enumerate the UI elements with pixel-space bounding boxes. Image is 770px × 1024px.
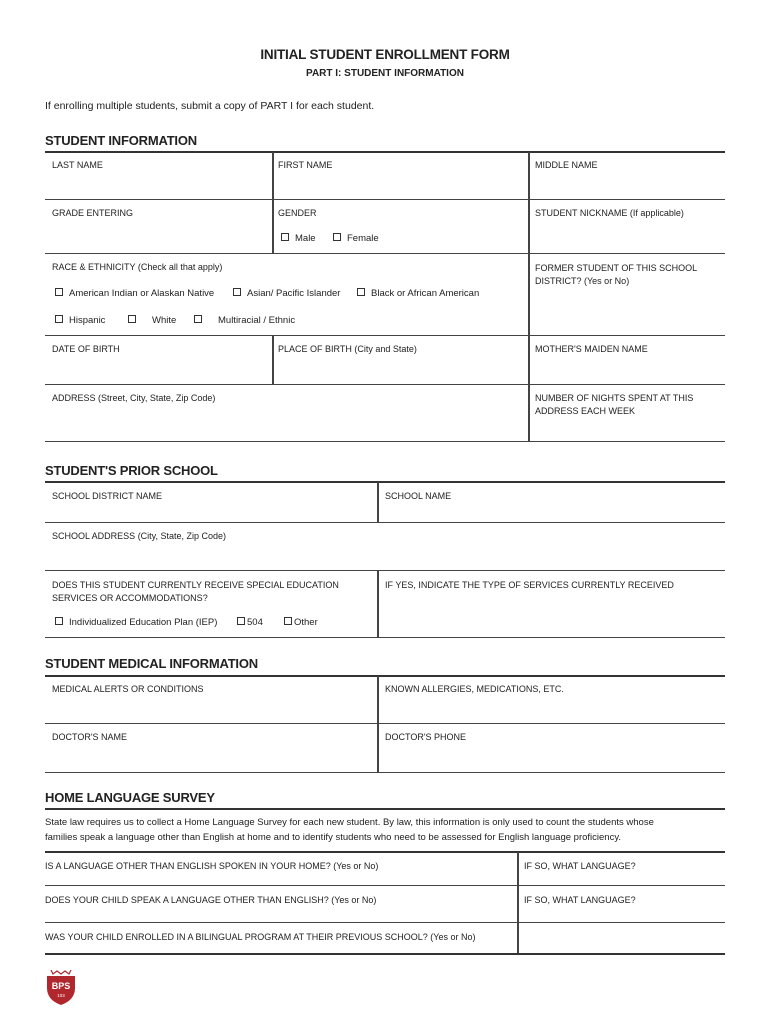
checkbox[interactable]: [237, 617, 245, 625]
gender-female-option[interactable]: Female: [333, 233, 379, 244]
gender-male-option[interactable]: Male: [281, 233, 316, 244]
doctor-name-label: DOCTOR'S NAME: [52, 732, 128, 742]
maiden-name-label: MOTHER'S MAIDEN NAME: [535, 344, 648, 354]
section-rule: [45, 151, 725, 153]
question-child-speaks: DOES YOUR CHILD SPEAK A LANGUAGE OTHER THAN ENGLISH? (Yes or No): [45, 895, 377, 905]
section-heading-language: HOME LANGUAGE SURVEY: [45, 790, 215, 805]
504-option[interactable]: 504: [237, 617, 263, 628]
dob-label: DATE OF BIRTH: [52, 344, 120, 354]
row-rule: [45, 723, 725, 724]
special-ed-label: DOES THIS STUDENT CURRENTLY RECEIVE SPECIAL EDUCATION SERVICES OR ACCOMMODATIONS?: [52, 580, 339, 603]
section-rule: [45, 675, 725, 677]
section-heading-medical: STUDENT MEDICAL INFORMATION: [45, 656, 258, 671]
divider: [377, 482, 379, 522]
row-rule: [45, 335, 725, 336]
divider: [377, 676, 379, 772]
row-rule: [45, 522, 725, 523]
section-rule: [45, 851, 725, 853]
nights-label: NUMBER OF NIGHTS SPENT AT THIS ADDRESS EACH WEEK: [535, 393, 694, 416]
nickname-label: STUDENT NICKNAME (If applicable): [535, 208, 684, 218]
other-option[interactable]: Other: [284, 617, 318, 628]
former-student-label: FORMER STUDENT OF THIS SCHOOL DISTRICT? (Yes or No): [535, 263, 697, 286]
first-name-label: FIRST NAME: [278, 160, 333, 170]
question-language-home: IS A LANGUAGE OTHER THAN ENGLISH SPOKEN IN YOUR HOME? (Yes or No): [45, 861, 379, 871]
divider: [528, 335, 530, 442]
race-option-black[interactable]: Black or African American: [357, 288, 479, 299]
checkbox[interactable]: [55, 617, 63, 625]
doctor-phone-label: DOCTOR'S PHONE: [385, 732, 467, 742]
form-subtitle: PART I: STUDENT INFORMATION: [306, 68, 464, 79]
race-option-hispanic[interactable]: Hispanic: [55, 315, 105, 326]
race-option-multiracial[interactable]: Multiracial / Ethnic: [194, 315, 295, 326]
question-language-home-which: IF SO, WHAT LANGUAGE?: [524, 861, 636, 871]
row-rule: [45, 772, 725, 773]
row-rule: [45, 570, 725, 571]
row-rule: [45, 637, 725, 638]
row-rule: [45, 922, 725, 923]
question-child-speaks-which: IF SO, WHAT LANGUAGE?: [524, 895, 636, 905]
divider: [272, 335, 274, 384]
grade-label: GRADE ENTERING: [52, 208, 134, 218]
iep-option[interactable]: Individualized Education Plan (IEP): [55, 617, 217, 628]
row-rule: [45, 384, 725, 385]
checkbox[interactable]: [284, 617, 292, 625]
address-label: ADDRESS (Street, City, State, Zip Code): [52, 393, 216, 403]
logo-text: BPS: [51, 981, 71, 991]
school-address-label: SCHOOL ADDRESS (City, State, Zip Code): [52, 531, 227, 541]
checkbox[interactable]: [128, 315, 136, 323]
race-option-american-indian[interactable]: American Indian or Alaskan Native: [55, 288, 214, 299]
gender-label: GENDER: [278, 208, 317, 218]
row-rule: [45, 253, 725, 254]
row-rule: [45, 441, 725, 442]
logo-subtext: 103: [57, 993, 65, 998]
section-rule: [45, 481, 725, 483]
medical-alerts-label: MEDICAL ALERTS OR CONDITIONS: [52, 684, 204, 694]
question-bilingual-program: WAS YOUR CHILD ENROLLED IN A BILINGUAL PROGRAM AT THEIR PREVIOUS SCHOOL? (Yes or No): [45, 932, 476, 942]
row-rule: [45, 199, 725, 200]
divider: [528, 199, 530, 336]
race-option-white[interactable]: White: [128, 315, 176, 326]
checkbox[interactable]: [194, 315, 202, 323]
checkbox[interactable]: [357, 288, 365, 296]
language-paragraph-line1: State law requires us to collect a Home Language Survey for each new student. By law, this information is only used to count the students whose: [45, 817, 654, 828]
section-heading-prior-school: STUDENT'S PRIOR SCHOOL: [45, 463, 218, 478]
row-rule: [45, 885, 725, 886]
last-name-label: LAST NAME: [52, 160, 103, 170]
divider: [272, 152, 274, 199]
divider: [517, 852, 519, 954]
bps-shield-logo: [43, 966, 79, 1006]
checkbox[interactable]: [333, 233, 341, 241]
form-note: If enrolling multiple students, submit a copy of PART I for each student.: [45, 100, 375, 112]
divider: [272, 199, 274, 253]
section-rule: [45, 953, 725, 955]
race-label: RACE & ETHNICITY (Check all that apply): [52, 262, 223, 272]
checkbox[interactable]: [55, 288, 63, 296]
pob-label: PLACE OF BIRTH (City and State): [278, 344, 417, 354]
divider: [528, 152, 530, 199]
checkbox[interactable]: [233, 288, 241, 296]
services-label: IF YES, INDICATE THE TYPE OF SERVICES CURRENTLY RECEIVED: [385, 580, 674, 590]
checkbox[interactable]: [281, 233, 289, 241]
race-option-asian[interactable]: Asian/ Pacific Islander: [233, 288, 340, 299]
school-name-label: SCHOOL NAME: [385, 491, 452, 501]
school-district-label: SCHOOL DISTRICT NAME: [52, 491, 163, 501]
language-paragraph-line2: families speak a language other than English at home and to identify students who need to be assessed for English language proficiency.: [45, 832, 621, 843]
divider: [377, 570, 379, 637]
section-heading-student-info: STUDENT INFORMATION: [45, 133, 197, 148]
checkbox[interactable]: [55, 315, 63, 323]
section-rule: [45, 808, 725, 810]
allergies-label: KNOWN ALLERGIES, MEDICATIONS, ETC.: [385, 684, 564, 694]
form-title: INITIAL STUDENT ENROLLMENT FORM: [260, 47, 510, 62]
middle-name-label: MIDDLE NAME: [535, 160, 598, 170]
